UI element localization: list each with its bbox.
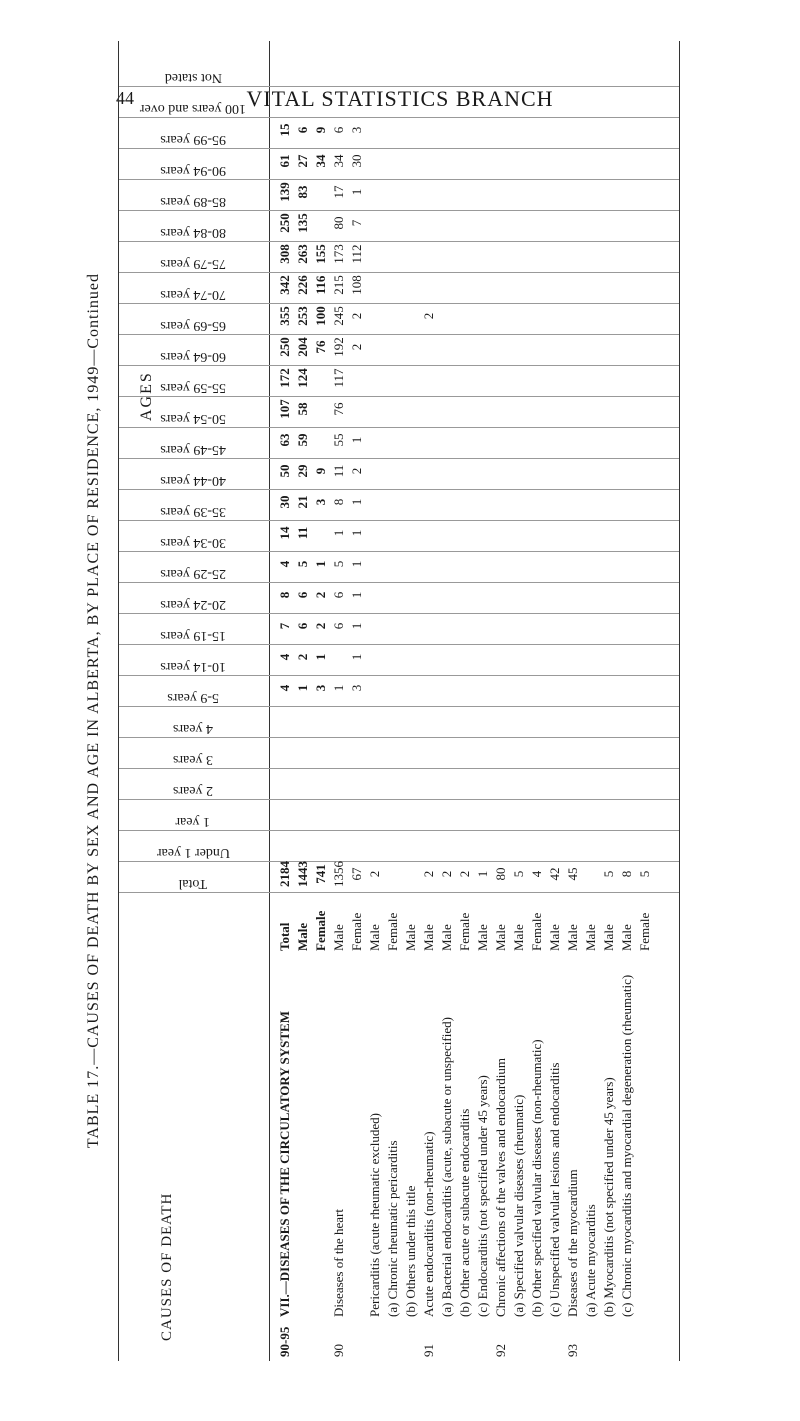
table-row xyxy=(493,41,510,1361)
column-header: Under 1 year xyxy=(156,845,230,860)
table-cell: 6 xyxy=(331,126,346,134)
table-cell: 1 xyxy=(331,684,346,692)
table-row xyxy=(403,41,420,1361)
column-header: 65-69 years xyxy=(160,318,226,333)
cause-code: 90 xyxy=(331,1344,346,1357)
cause-name: (c) Endocarditis (not specified under 45 years) xyxy=(475,1075,490,1317)
causes-header: CAUSES OF DEATH xyxy=(159,1192,175,1341)
table-cell: 2 xyxy=(349,343,364,351)
table-cell: 9 xyxy=(313,126,328,134)
table-cell: 1 xyxy=(349,529,364,537)
table-cell: 1443 xyxy=(295,861,310,887)
cause-name: (a) Bacterial endocarditis (acute, subacute or unspecified) xyxy=(439,1017,454,1317)
table-cell: 2 xyxy=(439,870,454,878)
table-row xyxy=(457,41,474,1361)
table-cell: 6 xyxy=(331,622,346,630)
table-row xyxy=(439,41,456,1361)
table-cell: 215 xyxy=(331,275,346,295)
table-cell: 1 xyxy=(349,622,364,630)
table-cell: 155 xyxy=(313,244,328,264)
table-cell: 2 xyxy=(421,870,436,878)
table-cell: 7 xyxy=(277,622,292,630)
column-header: 70-74 years xyxy=(160,287,226,302)
cause-code: 90-95 xyxy=(277,1326,292,1357)
table-row xyxy=(349,41,366,1361)
cause-name: Chronic affections of the valves and endocardium xyxy=(493,1058,508,1317)
table-cell: 1 xyxy=(349,436,364,444)
table-cell: 80 xyxy=(331,216,346,230)
column-header: 45-49 years xyxy=(160,442,226,457)
column-header: 2 years xyxy=(172,783,214,798)
table-cell: 1 xyxy=(349,653,364,661)
table-cell: 15 xyxy=(277,123,292,137)
table-cell: 226 xyxy=(295,275,310,295)
table-cell: 1 xyxy=(313,560,328,568)
column-header: 10-14 years xyxy=(160,659,226,674)
table-cell: 2 xyxy=(313,622,328,630)
table-cell: 8 xyxy=(277,591,292,599)
table-cell: 5 xyxy=(637,870,652,878)
column-header: 80-84 years xyxy=(160,225,226,240)
table-cell: 1 xyxy=(331,529,346,537)
table-cell: 263 xyxy=(295,244,310,264)
table-cell: 124 xyxy=(295,368,310,388)
table-row xyxy=(619,41,636,1361)
table-row xyxy=(277,41,294,1361)
column-header: 25-29 years xyxy=(160,566,226,581)
cause-name: (a) Chronic rheumatic pericarditis xyxy=(385,1140,400,1317)
column-header: 15-19 years xyxy=(160,628,226,643)
table-cell: 21 xyxy=(295,495,310,509)
table-cell: 2 xyxy=(295,653,310,661)
table-cell: 4 xyxy=(529,870,544,878)
table-cell: 116 xyxy=(313,275,328,295)
running-title: VITAL STATISTICS BRANCH xyxy=(246,86,554,111)
column-header: 75-79 years xyxy=(160,256,226,271)
cause-name: Diseases of the heart xyxy=(331,1209,346,1317)
table-cell: 50 xyxy=(277,464,292,478)
sex-label: Male xyxy=(403,924,418,951)
table-cell: 342 xyxy=(277,275,292,295)
table-cell: 34 xyxy=(331,154,346,168)
table-cell: 3 xyxy=(313,498,328,506)
table-cell: 2 xyxy=(457,870,472,878)
column-header: 30-34 years xyxy=(160,535,226,550)
table-cell: 117 xyxy=(331,368,346,388)
table-cell: 5 xyxy=(601,870,616,878)
sex-label: Male xyxy=(421,924,436,951)
table-cell: 6 xyxy=(295,622,310,630)
table-cell: 5 xyxy=(331,560,346,568)
table-cell: 108 xyxy=(349,275,364,295)
sex-label: Male xyxy=(601,924,616,951)
table-cell: 3 xyxy=(313,684,328,692)
cause-code: 91 xyxy=(421,1344,436,1357)
sex-label: Male xyxy=(565,924,580,951)
sex-label: Female xyxy=(457,912,472,951)
table-cell: 112 xyxy=(349,244,364,264)
table-cell: 42 xyxy=(547,867,562,881)
table-row xyxy=(295,41,312,1361)
sex-label: Female xyxy=(385,912,400,951)
cause-code: 92 xyxy=(493,1344,508,1357)
table-cell: 76 xyxy=(313,340,328,354)
column-header: 20-24 years xyxy=(160,597,226,612)
table-cell: 100 xyxy=(313,306,328,326)
column-header: Not stated xyxy=(164,70,222,85)
table-cell: 83 xyxy=(295,185,310,199)
table-cell: 107 xyxy=(277,399,292,419)
column-header: 85-89 years xyxy=(160,194,226,209)
table-row xyxy=(601,41,618,1361)
column-header: Total xyxy=(178,876,208,891)
table-row xyxy=(331,41,348,1361)
cause-name: (b) Others under this title xyxy=(403,1185,418,1317)
table-cell: 2 xyxy=(313,591,328,599)
sex-label: Male xyxy=(493,924,508,951)
table-cell: 6 xyxy=(331,591,346,599)
table-cell: 1356 xyxy=(331,861,346,887)
table-cell: 3 xyxy=(349,684,364,692)
sex-label: Male xyxy=(547,924,562,951)
table-cell: 58 xyxy=(295,402,310,416)
table-cell: 30 xyxy=(277,495,292,509)
table-cell: 2 xyxy=(349,312,364,320)
table-cell: 34 xyxy=(313,154,328,168)
table-cell: 172 xyxy=(277,368,292,388)
table-cell: 173 xyxy=(331,244,346,264)
column-header: 55-59 years xyxy=(160,380,226,395)
table-cell: 8 xyxy=(331,498,346,506)
cause-name: (a) Acute myocarditis xyxy=(583,1204,598,1317)
table-cell: 14 xyxy=(277,526,292,540)
table-row xyxy=(367,41,384,1361)
table-row xyxy=(637,41,654,1361)
table-cell: 7 xyxy=(349,219,364,227)
table-title: TABLE 17.—CAUSES OF DEATH BY SEX AND AGE IN ALBERTA, BY PLACE OF RESIDENCE, 1949—Continued xyxy=(85,272,102,1149)
column-header: 4 years xyxy=(172,721,214,736)
table-cell: 139 xyxy=(277,182,292,202)
table-row xyxy=(475,41,492,1361)
table-cell: 250 xyxy=(277,213,292,233)
column-header: 1 year xyxy=(175,814,211,829)
table-cell: 55 xyxy=(331,433,346,447)
table-cell: 308 xyxy=(277,244,292,264)
cause-name: (b) Other acute or subacute endocarditis xyxy=(457,1108,472,1317)
sex-label: Female xyxy=(349,912,364,951)
sex-label: Male xyxy=(511,924,526,951)
table-cell: 30 xyxy=(349,154,364,168)
table-cell: 59 xyxy=(295,433,310,447)
table-cell: 4 xyxy=(277,560,292,568)
column-header: 50-54 years xyxy=(160,411,226,426)
table-cell: 45 xyxy=(565,867,580,881)
table-cell: 3 xyxy=(349,126,364,134)
sex-label: Male xyxy=(439,924,454,951)
table-row xyxy=(313,41,330,1361)
ages-header: AGES xyxy=(138,371,155,421)
table-row xyxy=(511,41,528,1361)
table-cell: 1 xyxy=(475,870,490,878)
cause-code: 93 xyxy=(565,1344,580,1357)
table-cell: 253 xyxy=(295,306,310,326)
table-cell: 1 xyxy=(349,591,364,599)
table-cell: 204 xyxy=(295,337,310,357)
sex-label: Female xyxy=(313,910,328,951)
table-cell: 2 xyxy=(367,870,382,878)
table-cell: 67 xyxy=(349,867,364,881)
column-header: 60-64 years xyxy=(160,349,226,364)
column-header: 5-9 years xyxy=(167,690,219,705)
cause-name: (c) Unspecified valvular lesions and endocarditis xyxy=(547,1062,562,1317)
table-cell: 5 xyxy=(511,870,526,878)
table-cell: 4 xyxy=(277,653,292,661)
table-cell: 741 xyxy=(313,864,328,884)
table-cell: 1 xyxy=(295,684,310,692)
table-cell: 192 xyxy=(331,337,346,357)
table-cell: 5 xyxy=(295,560,310,568)
table-cell: 4 xyxy=(277,684,292,692)
table-cell: 1 xyxy=(349,560,364,568)
table-cell: 355 xyxy=(277,306,292,326)
sex-label: Female xyxy=(637,912,652,951)
table-cell: 6 xyxy=(295,126,310,134)
table-cell: 29 xyxy=(295,464,310,478)
table-cell: 2 xyxy=(349,467,364,475)
cause-name: (a) Specified valvular diseases (rheumatic) xyxy=(511,1094,526,1317)
sex-label: Male xyxy=(619,924,634,951)
sex-label: Male xyxy=(583,924,598,951)
table-cell: 1 xyxy=(313,653,328,661)
table-cell: 245 xyxy=(331,306,346,326)
sex-label: Total xyxy=(277,922,292,951)
cause-name: Acute endocarditis (non-rheumatic) xyxy=(421,1131,436,1317)
table-cell: 1 xyxy=(349,188,364,196)
table-cell: 250 xyxy=(277,337,292,357)
table-row xyxy=(421,41,438,1361)
cause-name: (b) Other specified valvular diseases (non-rheumatic) xyxy=(529,1039,544,1317)
sex-label: Male xyxy=(475,924,490,951)
data-table xyxy=(118,41,680,1361)
table-cell: 2 xyxy=(421,312,436,320)
table-cell: 61 xyxy=(277,154,292,168)
table-cell: 63 xyxy=(277,433,292,447)
column-header: 90-94 years xyxy=(160,163,226,178)
table-cell: 2184 xyxy=(277,861,292,887)
table-cell: 11 xyxy=(295,526,310,540)
table-row xyxy=(565,41,582,1361)
table-row xyxy=(385,41,402,1361)
table-cell: 6 xyxy=(295,591,310,599)
column-header-row xyxy=(119,41,270,1361)
column-header: 35-39 years xyxy=(160,504,226,519)
column-header: 40-44 years xyxy=(160,473,226,488)
table-cell: 27 xyxy=(295,154,310,168)
cause-name: Diseases of the myocardium xyxy=(565,1169,580,1317)
table-row xyxy=(547,41,564,1361)
table-row xyxy=(529,41,546,1361)
sex-label: Male xyxy=(367,924,382,951)
table-cell: 11 xyxy=(331,464,346,478)
cause-name: VII.—DISEASES OF THE CIRCULATORY SYSTEM xyxy=(277,1011,292,1317)
cause-name: (b) Myocarditis (not specified under 45 years) xyxy=(601,1077,616,1317)
table-cell: 9 xyxy=(313,467,328,475)
cause-name: (c) Chronic myocarditis and myocardial degeneration (rheumatic) xyxy=(619,974,634,1317)
table-cell: 17 xyxy=(331,185,346,199)
sex-label: Male xyxy=(331,924,346,951)
table-row xyxy=(583,41,600,1361)
column-header: 100 years and over xyxy=(139,101,247,116)
table-cell: 135 xyxy=(295,213,310,233)
page-number: 44 xyxy=(116,88,134,108)
table-cell: 80 xyxy=(493,867,508,881)
sex-label: Female xyxy=(529,912,544,951)
column-header: 3 years xyxy=(172,752,214,767)
cause-name: Pericarditis (acute rheumatic excluded) xyxy=(367,1113,382,1317)
column-header: 95-99 years xyxy=(160,132,226,147)
table-cell: 1 xyxy=(349,498,364,506)
table-cell: 8 xyxy=(619,870,634,878)
sex-label: Male xyxy=(295,922,310,951)
table-cell: 76 xyxy=(331,402,346,416)
